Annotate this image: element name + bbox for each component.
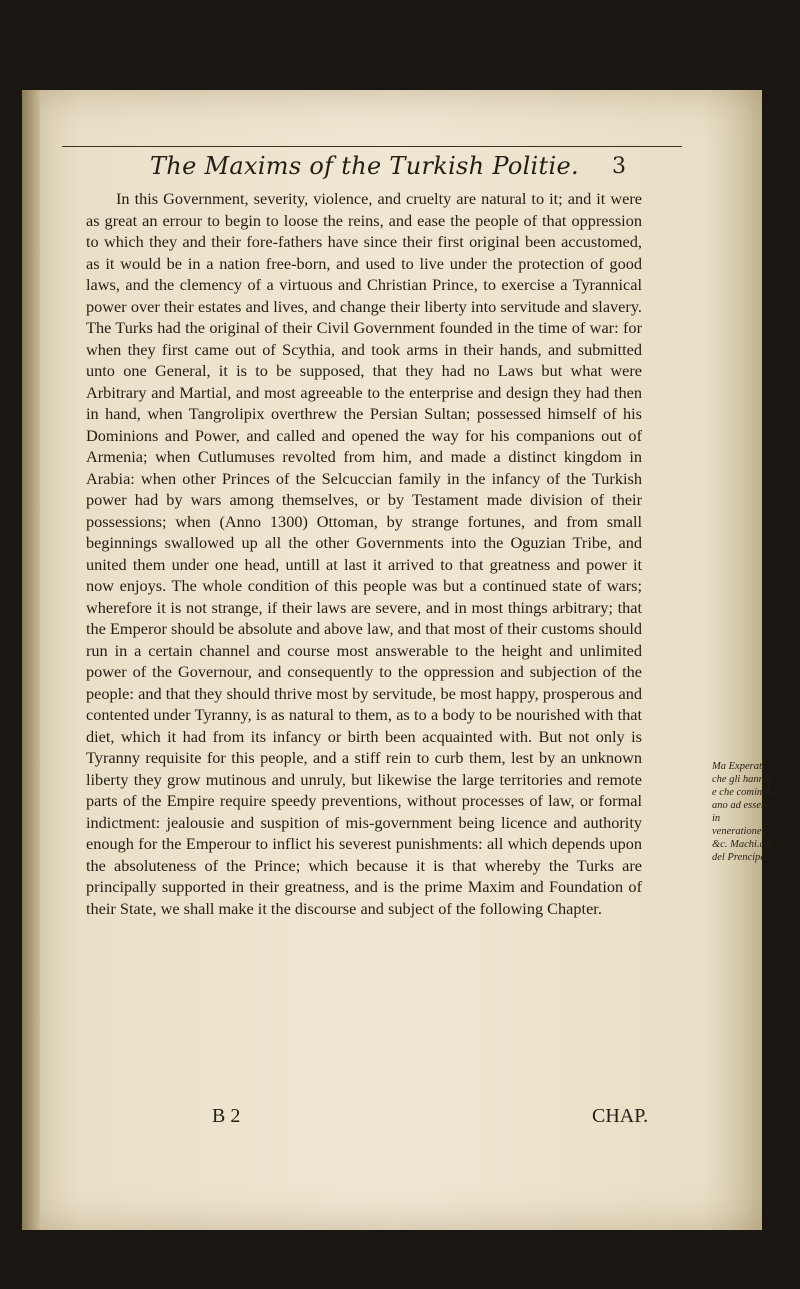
header-rule — [62, 146, 682, 147]
running-head: The Maxims of the Turkish Politie. — [150, 152, 579, 180]
page-number: 3 — [612, 154, 626, 179]
margin-note-line: veneratione, — [712, 826, 765, 837]
margin-note-line: &c. Machi.c.6. — [712, 839, 775, 850]
page-gutter — [22, 90, 40, 1230]
page-header — [150, 152, 670, 188]
margin-note-line: Ma Experati — [712, 761, 765, 772]
margin-note-line: e che comincî- — [712, 787, 774, 798]
margin-note-line: ano ad essere in — [712, 800, 770, 824]
body-text — [86, 188, 642, 919]
catchword: CHAP. — [592, 1105, 649, 1127]
book-page — [22, 90, 775, 1230]
margin-note-line: che gli hanno, — [712, 774, 772, 785]
body-paragraph: In this Government, severity, violence, and cruelty are natural to it; and it were as great an errour to begin to loose the reins, and ease the people of that oppression to which they and their fore-fathers have since their first original been accustomed, as it would be in a nation free-born, and used to live under the protection of good laws, and the clemency of a virtuous and Christian Prince, to exercise a Tyrannical power over their estates and lives, and change their liberty into servitude and slavery. The Turks had the original of their Civil Government founded in the time of war: for when they first came out of Scythia, and took arms in their hands, and submitted unto one General, it is to be supposed, that they had no Laws but what were Arbitrary and Martial, and most agreeable to the enterprise and design they had then in hand, when Tangrolipix overthrew the Persian Sultan; possessed himself of his Dominions and Power, and called and opened the way for his companions out of Armenia; when Cutlumuses revolted from him, and made a distinct kingdom in Arabia: when other Princes of the Selcuccian family in the infancy of the Turkish power had by wars among themselves, or by Testament made division of their possessions; when (Anno 1300) Ottoman, by strange fortunes, and from small beginnings swallowed up all the other Governments into the Oguzian Tribe, and united them under one head, untill at last it arrived to that greatness and power it now enjoys. The whole condition of this people was but a continued state of wars; wherefore it is not strange, if their laws are severe, and in most things arbitrary; that the Emperor should be absolute and above law, and that most of their customs should run in a certain channel and course most answerable to the height and unlimited power of the Governour, and consequently to the oppression and subjection of the people: and that they should thrive most by servitude, be most happy, prosperous and contented under Tyranny, is as natural to them, as to a body to be nourished with that diet, which it had from its infancy or birth been acquainted with. But not only is Tyranny requisite for this people, and a stiff rein to curb them, lest by an unknown liberty they grow mutinous and unruly, but likewise the large territories and remote parts of the Empire require speedy preventions, without processes of law, or formal indictment: jealousie and suspition of mis-government being licence and authority enough for the Emperour to inflict his severest punishments: all which depends upon the absoluteness of the Prince; which because it is that whereby the Turks are principally supported in their greatness, and is the prime Maxim and Foundation of their State, we shall make it the discourse and subject of the following Chapter. — [86, 189, 642, 918]
signature-mark: B 2 — [212, 1105, 241, 1127]
margin-note-line: del Prencipe. — [712, 852, 768, 863]
margin-note — [712, 760, 778, 864]
